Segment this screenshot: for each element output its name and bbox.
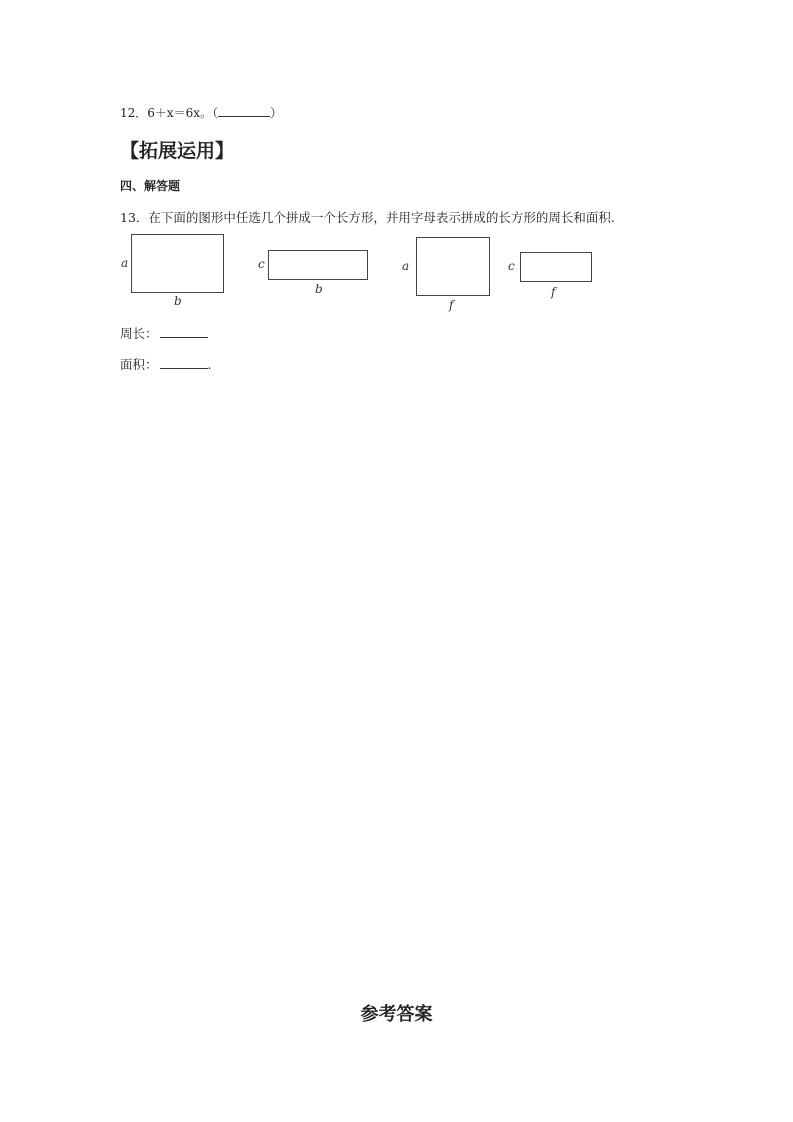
question-12-close: ） — [270, 106, 283, 120]
question-12 — [120, 104, 282, 121]
area-suffix: . — [207, 357, 212, 372]
perimeter-label: 周长： — [120, 326, 158, 341]
figure-3-side-label: a — [402, 259, 410, 273]
question-12-blank[interactable] — [218, 105, 270, 117]
subsection-title: 四、解答题 — [120, 179, 181, 193]
question-12-text: 12．6＋x＝6x。（ — [120, 106, 219, 120]
perimeter-blank[interactable] — [160, 325, 208, 338]
figure-1-bottom-label: b — [174, 294, 182, 308]
figure-4-bottom-label: f — [551, 285, 556, 299]
reference-answer-title: 参考答案 — [360, 1004, 433, 1025]
question-13-text: 13．在下面的图形中任选几个拼成一个长方形，并用字母表示拼成的长方形的周长和面积. — [120, 210, 615, 225]
figure-4-side-label: c — [508, 259, 515, 273]
figure-2-rectangle — [268, 250, 368, 280]
figure-1-side-label: a — [121, 256, 129, 270]
area-blank[interactable] — [160, 356, 208, 369]
figure-2-side-label: c — [258, 257, 265, 271]
figure-3-rectangle — [416, 237, 490, 296]
perimeter-answer — [120, 324, 208, 342]
area-answer — [120, 355, 212, 373]
figure-2-bottom-label: b — [315, 282, 323, 296]
figure-1-rectangle — [131, 234, 224, 293]
figure-4-rectangle — [520, 252, 592, 282]
section-title: 【拓展运用】 — [120, 140, 235, 162]
figure-3-bottom-label: f — [449, 298, 454, 312]
area-label: 面积： — [120, 357, 158, 372]
